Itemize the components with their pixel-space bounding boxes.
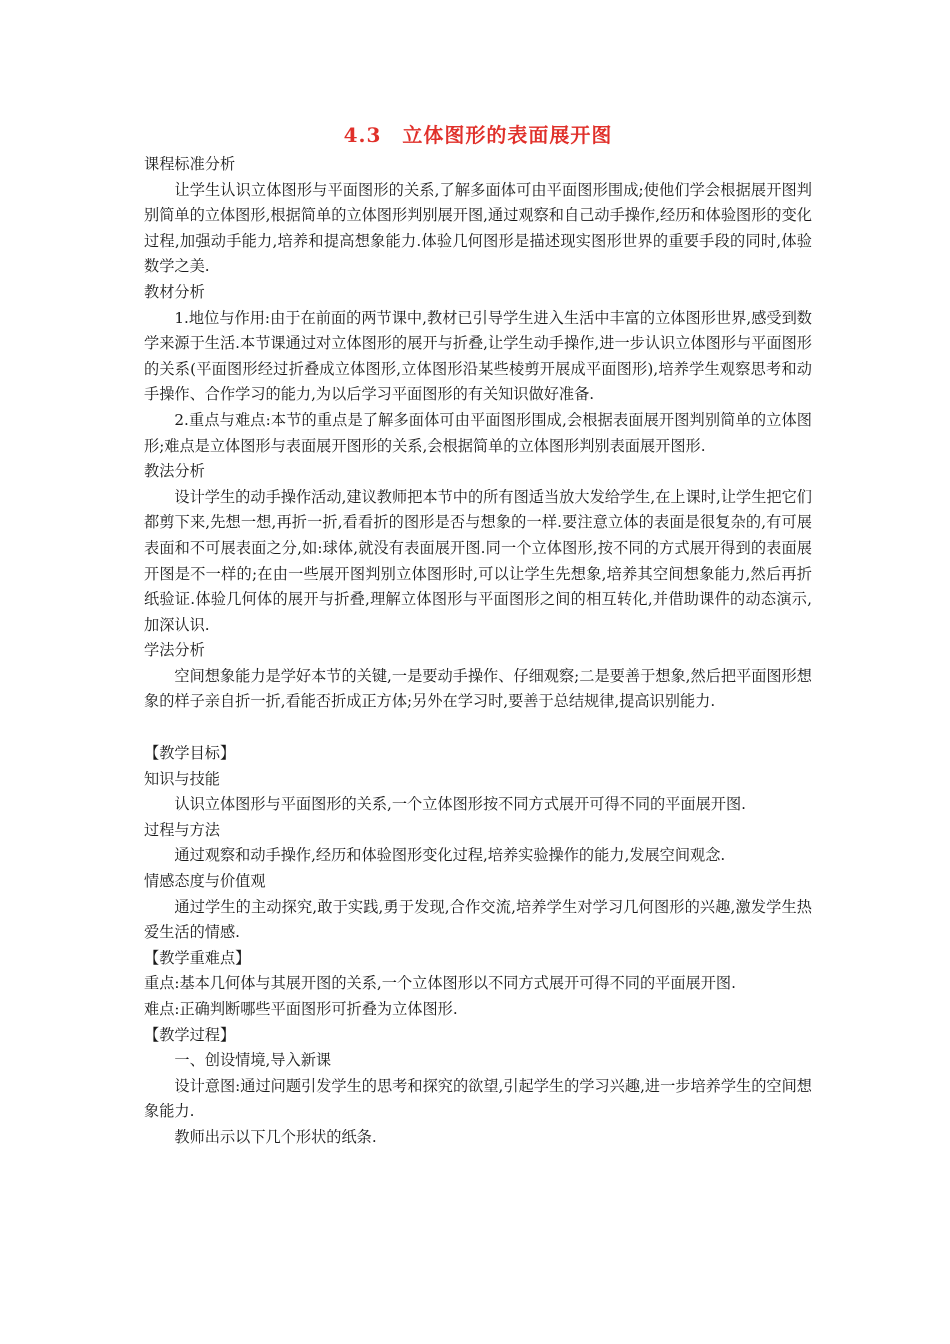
paragraph-key-point: 重点:基本几何体与其展开图的关系,一个立体图形以不同方式展开可得不同的平面展开图. <box>144 974 736 993</box>
section-heading-process: 【教学过程】 <box>144 1025 236 1044</box>
subheading-attitude: 情感态度与价值观 <box>144 872 266 891</box>
section-heading-teaching-method: 教法分析 <box>144 462 205 481</box>
paragraph: 设计意图:通过问题引发学生的思考和探究的欲望,引起学生的学习兴趣,进一步培养学生的空间想象能力. <box>144 1076 812 1121</box>
paragraph: 通过学生的主动探究,敢于实践,勇于发现,合作交流,培养学生对学习几何图形的兴趣,激发学生热爱生活的情感. <box>144 897 812 942</box>
document-title: 4.3 立体图形的表面展开图 <box>343 123 613 147</box>
document-page <box>144 120 812 1151</box>
paragraph: 认识立体图形与平面图形的关系,一个立体图形按不同方式展开可得不同的平面展开图. <box>174 795 746 814</box>
section-heading-goals: 【教学目标】 <box>144 744 236 763</box>
paragraph: 1.地位与作用:由于在前面的两节课中,教材已引导学生进入生活中丰富的立体图形世界,感受到数学来源于生活.本节课通过对立体图形的展开与折叠,让学生动手操作,进一步认识立体图形与平面图形的关系(平面图形经过折叠成立体图形,立体图形沿某些棱剪开展成平面图形),培养学生观察思考和动手操作、合作学习的能力,为以后学习平面图形的有关知识做好准备. <box>144 308 812 404</box>
paragraph-difficulty: 难点:正确判断哪些平面图形可折叠为立体图形. <box>144 1000 458 1018</box>
paragraph: 2.重点与难点:本节的重点是了解多面体可由平面图形围成,会根据表面展开图判别简单的立体图形;难点是立体图形与表面展开图形的关系,会根据简单的立体图形判别表面展开图形. <box>144 410 812 455</box>
paragraph: 空间想象能力是学好本节的关键,一是要动手操作、仔细观察;二是要善于想象,然后把平面图形想象的样子亲自折一折,看能否折成正方体;另外在学习时,要善于总结规律,提高识别能力. <box>144 666 812 711</box>
section-heading-curriculum: 课程标准分析 <box>144 155 236 173</box>
paragraph: 通过观察和动手操作,经历和体验图形变化过程,培养实验操作的能力,发展空间观念. <box>174 846 726 865</box>
section-heading-key-points: 【教学重难点】 <box>144 948 251 967</box>
spacer <box>144 715 812 741</box>
paragraph: 一、创设情境,导入新课 <box>174 1051 332 1070</box>
section-heading-learning-method: 学法分析 <box>144 641 205 660</box>
section-heading-textbook: 教材分析 <box>144 282 205 301</box>
paragraph: 设计学生的动手操作活动,建议教师把本节中的所有图适当放大发给学生,在上课时,让学生把它们都剪下来,先想一想,再折一折,看看折的图形是否与想象的一样.要注意立体的表面是很复杂的,有可展表面和不可展表面之分,如:球体,就没有表面展开图.同一个立体图形,按不同的方式展开得到的表面展开图是不一样的;在由一些展开图判别立体图形时,可以让学生先想象,培养其空间想象能力,然后再折纸验证.体验几何体的展开与折叠,理解立体图形与平面图形之间的相互转化,并借助课件的动态演示,加深认识. <box>144 487 812 634</box>
paragraph: 教师出示以下几个形状的纸条. <box>174 1127 377 1146</box>
paragraph: 让学生认识立体图形与平面图形的关系,了解多面体可由平面图形围成;使他们学会根据展开图判别简单的立体图形,根据简单的立体图形判别展开图,通过观察和自己动手操作,经历和体验图形的变化过程,加强动手能力,培养和提高想象能力.体验几何图形是描述现实图形世界的重要手段的同时,体验数学之美. <box>144 180 812 276</box>
subheading-knowledge: 知识与技能 <box>144 769 220 788</box>
subheading-process: 过程与方法 <box>144 820 220 839</box>
